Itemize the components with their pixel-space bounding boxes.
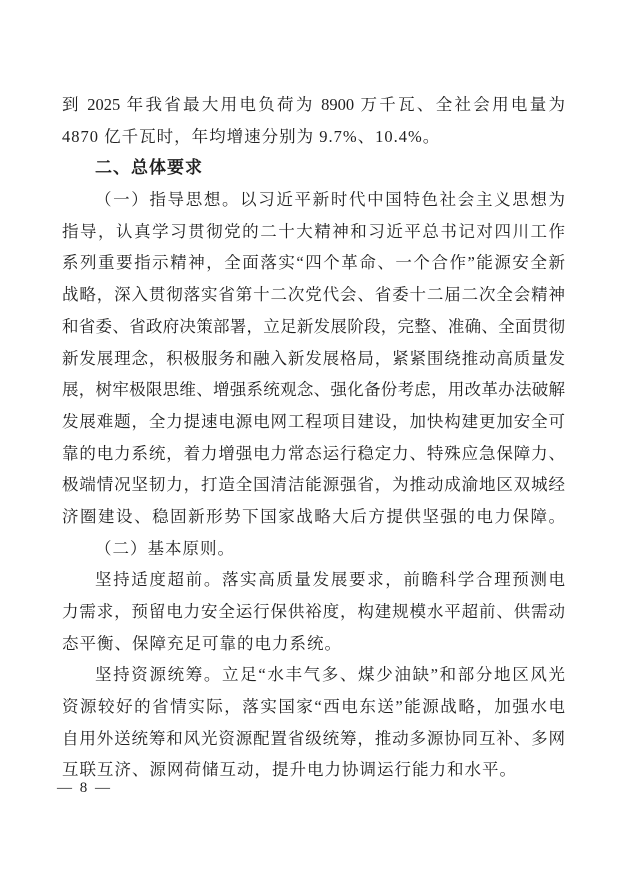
doc-line: 态平衡、保障充足可靠的电力系统。 xyxy=(62,633,342,653)
doc-line: 自用外送统筹和风光资源配置省级统筹，推动多源协同互补、多网 xyxy=(62,728,565,748)
doc-line: 力需求，预留电力安全运行保供裕度，构建规模水平超前、供需动 xyxy=(62,602,565,621)
doc-line: 系列重要指示精神，全面落实“四个革命、一个合作”能源安全新 xyxy=(62,253,565,273)
doc-line xyxy=(62,564,565,596)
doc-line: 到 2025 年我省最大用电负荷为 8900 万千瓦、全社会用电量为 xyxy=(62,95,565,114)
doc-line: 资源较好的省情实际，落实国家“西电东送”能源战略，加强水电 xyxy=(62,697,565,717)
doc-line: 新发展理念，积极服务和融入新发展格局，紧紧围绕推动高质量发 xyxy=(62,348,565,368)
doc-line: 互联互济、源网荷储互动，提升电力协调运行能力和水平。 xyxy=(62,760,517,780)
doc-line-text: 立足“水丰气多、煤少油缺”和部分地区风光 xyxy=(222,665,566,685)
doc-line: 济圈建设、稳固新形势下国家战略大后方提供坚强的电力保障。 xyxy=(62,506,565,526)
doc-line: 靠的电力系统，着力增强电力常态运行稳定力、特殊应急保障力、 xyxy=(62,443,565,463)
doc-line-text: 以习近平新时代中国特色社会主义思想为 xyxy=(240,190,566,210)
lead-phrase: （一）指导思想。 xyxy=(95,190,241,210)
doc-line xyxy=(62,659,565,691)
lead-phrase: 坚持资源统筹。 xyxy=(95,665,223,685)
doc-line: 指导，认真学习贯彻党的二十大精神和习近平总书记对四川工作 xyxy=(62,221,565,241)
doc-line: 战略，深入贯彻落实省第十二次党代会、省委十二届二次全会精神 xyxy=(62,285,565,305)
lead-phrase: 坚持适度超前。 xyxy=(95,570,222,590)
doc-line: 和省委、省政府决策部署，立足新发展阶段，完整、准确、全面贯彻 xyxy=(62,316,565,336)
lead-phrase: （二）基本原则。 xyxy=(95,538,235,558)
page-number: — 8 — xyxy=(57,780,112,796)
doc-line xyxy=(62,184,565,216)
doc-line: 展，树牢极限思维、增强系统观念、强化备份考虑，用改革办法破解 xyxy=(62,380,565,400)
doc-line: 4870 亿千瓦时，年均增速分别为 9.7%、10.4%。 xyxy=(62,126,441,146)
doc-line: 极端情况坚韧力，打造全国清洁能源强省，为推动成渝地区双城经 xyxy=(62,475,565,495)
document-body xyxy=(62,89,565,786)
subsection-heading xyxy=(62,533,565,565)
doc-line: 发展难题，全力提速电源电网工程项目建设，加快构建更加安全可 xyxy=(62,411,565,431)
doc-line-text: 落实高质量发展要求，前瞻科学合理预测电 xyxy=(221,570,566,590)
section-heading: 二、总体要求 xyxy=(95,158,203,178)
